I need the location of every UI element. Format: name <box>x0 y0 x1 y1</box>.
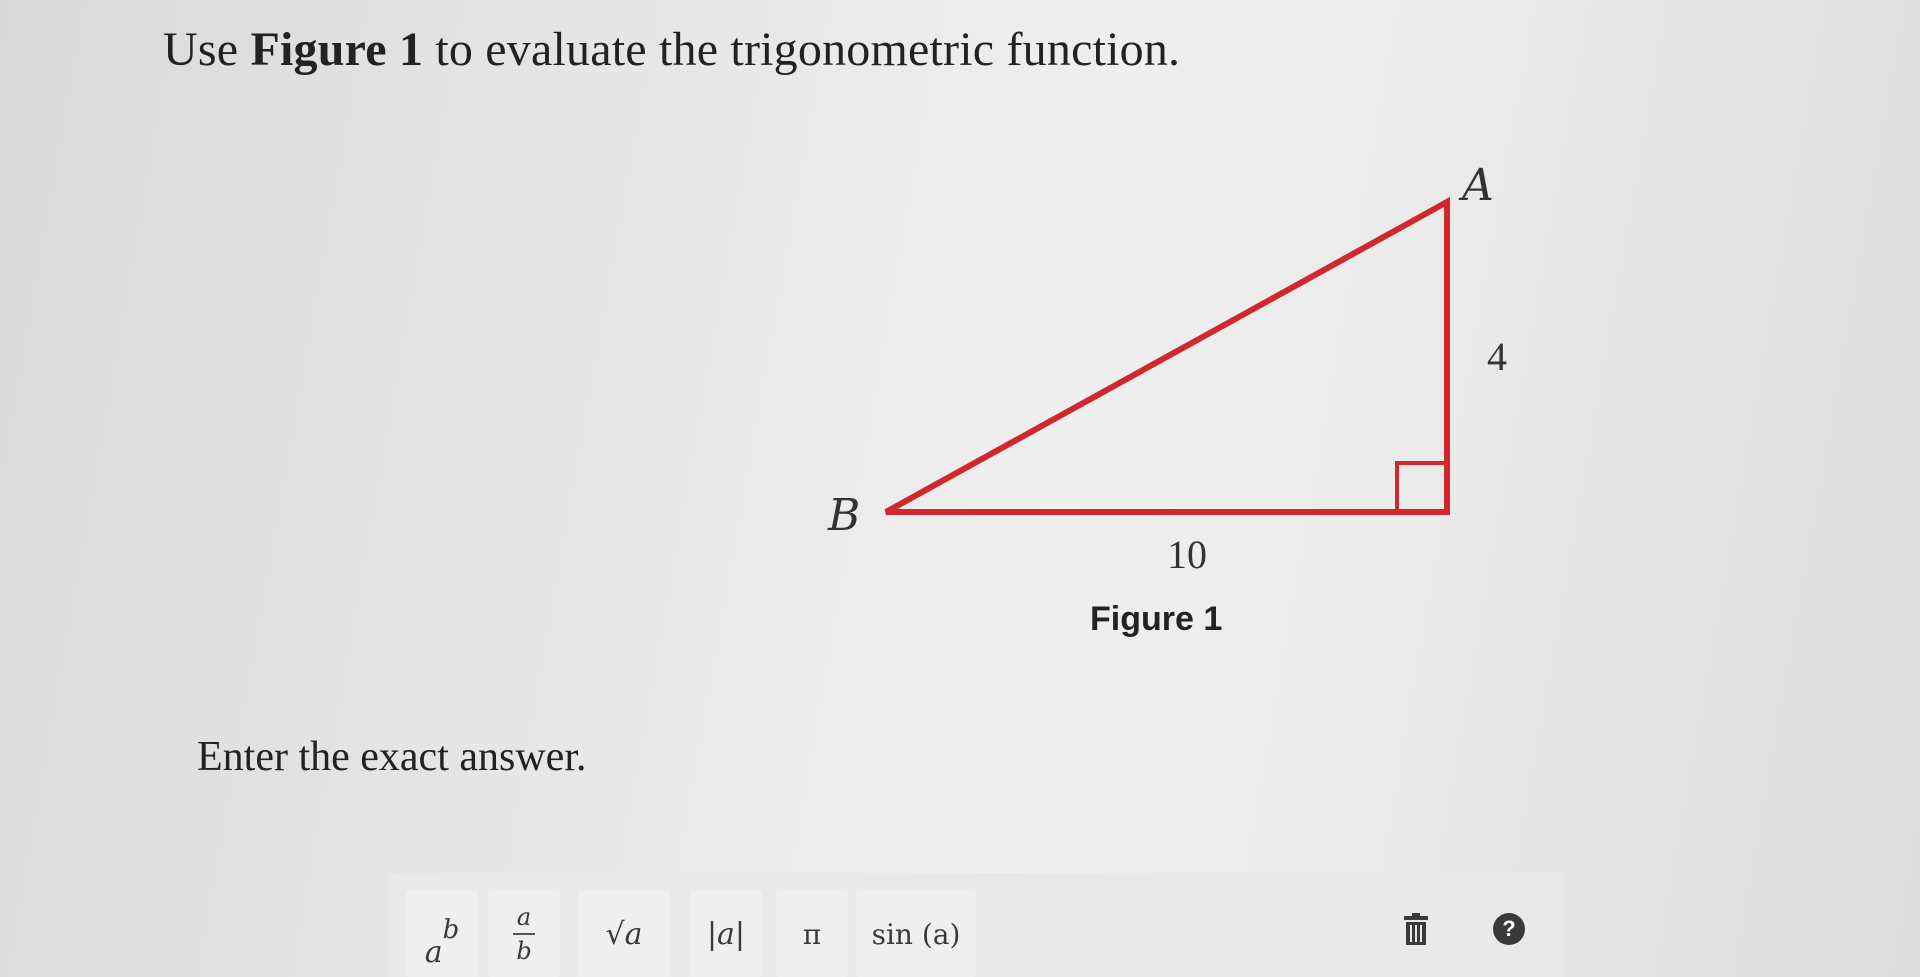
power-button[interactable] <box>406 891 478 977</box>
instruction-text: Enter the exact answer. <box>197 734 587 780</box>
side-vertical-label: 4 <box>1487 334 1507 379</box>
question-suffix: to evaluate the trigonometric function. <box>423 23 1181 76</box>
right-angle-marker <box>1397 463 1447 512</box>
fraction-button[interactable] <box>488 891 560 977</box>
trash-icon[interactable] <box>1402 913 1430 945</box>
help-label: ? <box>1502 916 1516 941</box>
sqrt-button[interactable] <box>578 891 670 977</box>
pi-button[interactable] <box>776 891 848 977</box>
sqrt-label: √a <box>605 916 643 952</box>
side-horizontal-label: 10 <box>1167 532 1207 577</box>
vertex-b-label: B <box>828 490 861 541</box>
pi-label: π <box>802 917 822 951</box>
sin-button[interactable] <box>856 891 976 977</box>
math-toolbar <box>388 873 1564 977</box>
fraction-numerator: a <box>516 903 532 931</box>
abs-label: |a| <box>706 916 746 952</box>
absolute-value-button[interactable] <box>690 891 762 977</box>
power-base: a <box>424 934 443 970</box>
figure-caption: Figure 1 <box>1090 600 1223 638</box>
help-icon[interactable] <box>1493 913 1525 945</box>
sin-label: sin (a) <box>871 917 961 951</box>
question-prefix: Use <box>163 23 251 76</box>
fraction-bar <box>513 933 535 935</box>
power-exponent: b <box>442 915 460 945</box>
triangle-shape <box>886 202 1447 512</box>
fraction-denominator: b <box>516 937 532 965</box>
vertex-a-label: A <box>1462 160 1494 211</box>
figure-reference: Figure 1 <box>250 23 424 76</box>
